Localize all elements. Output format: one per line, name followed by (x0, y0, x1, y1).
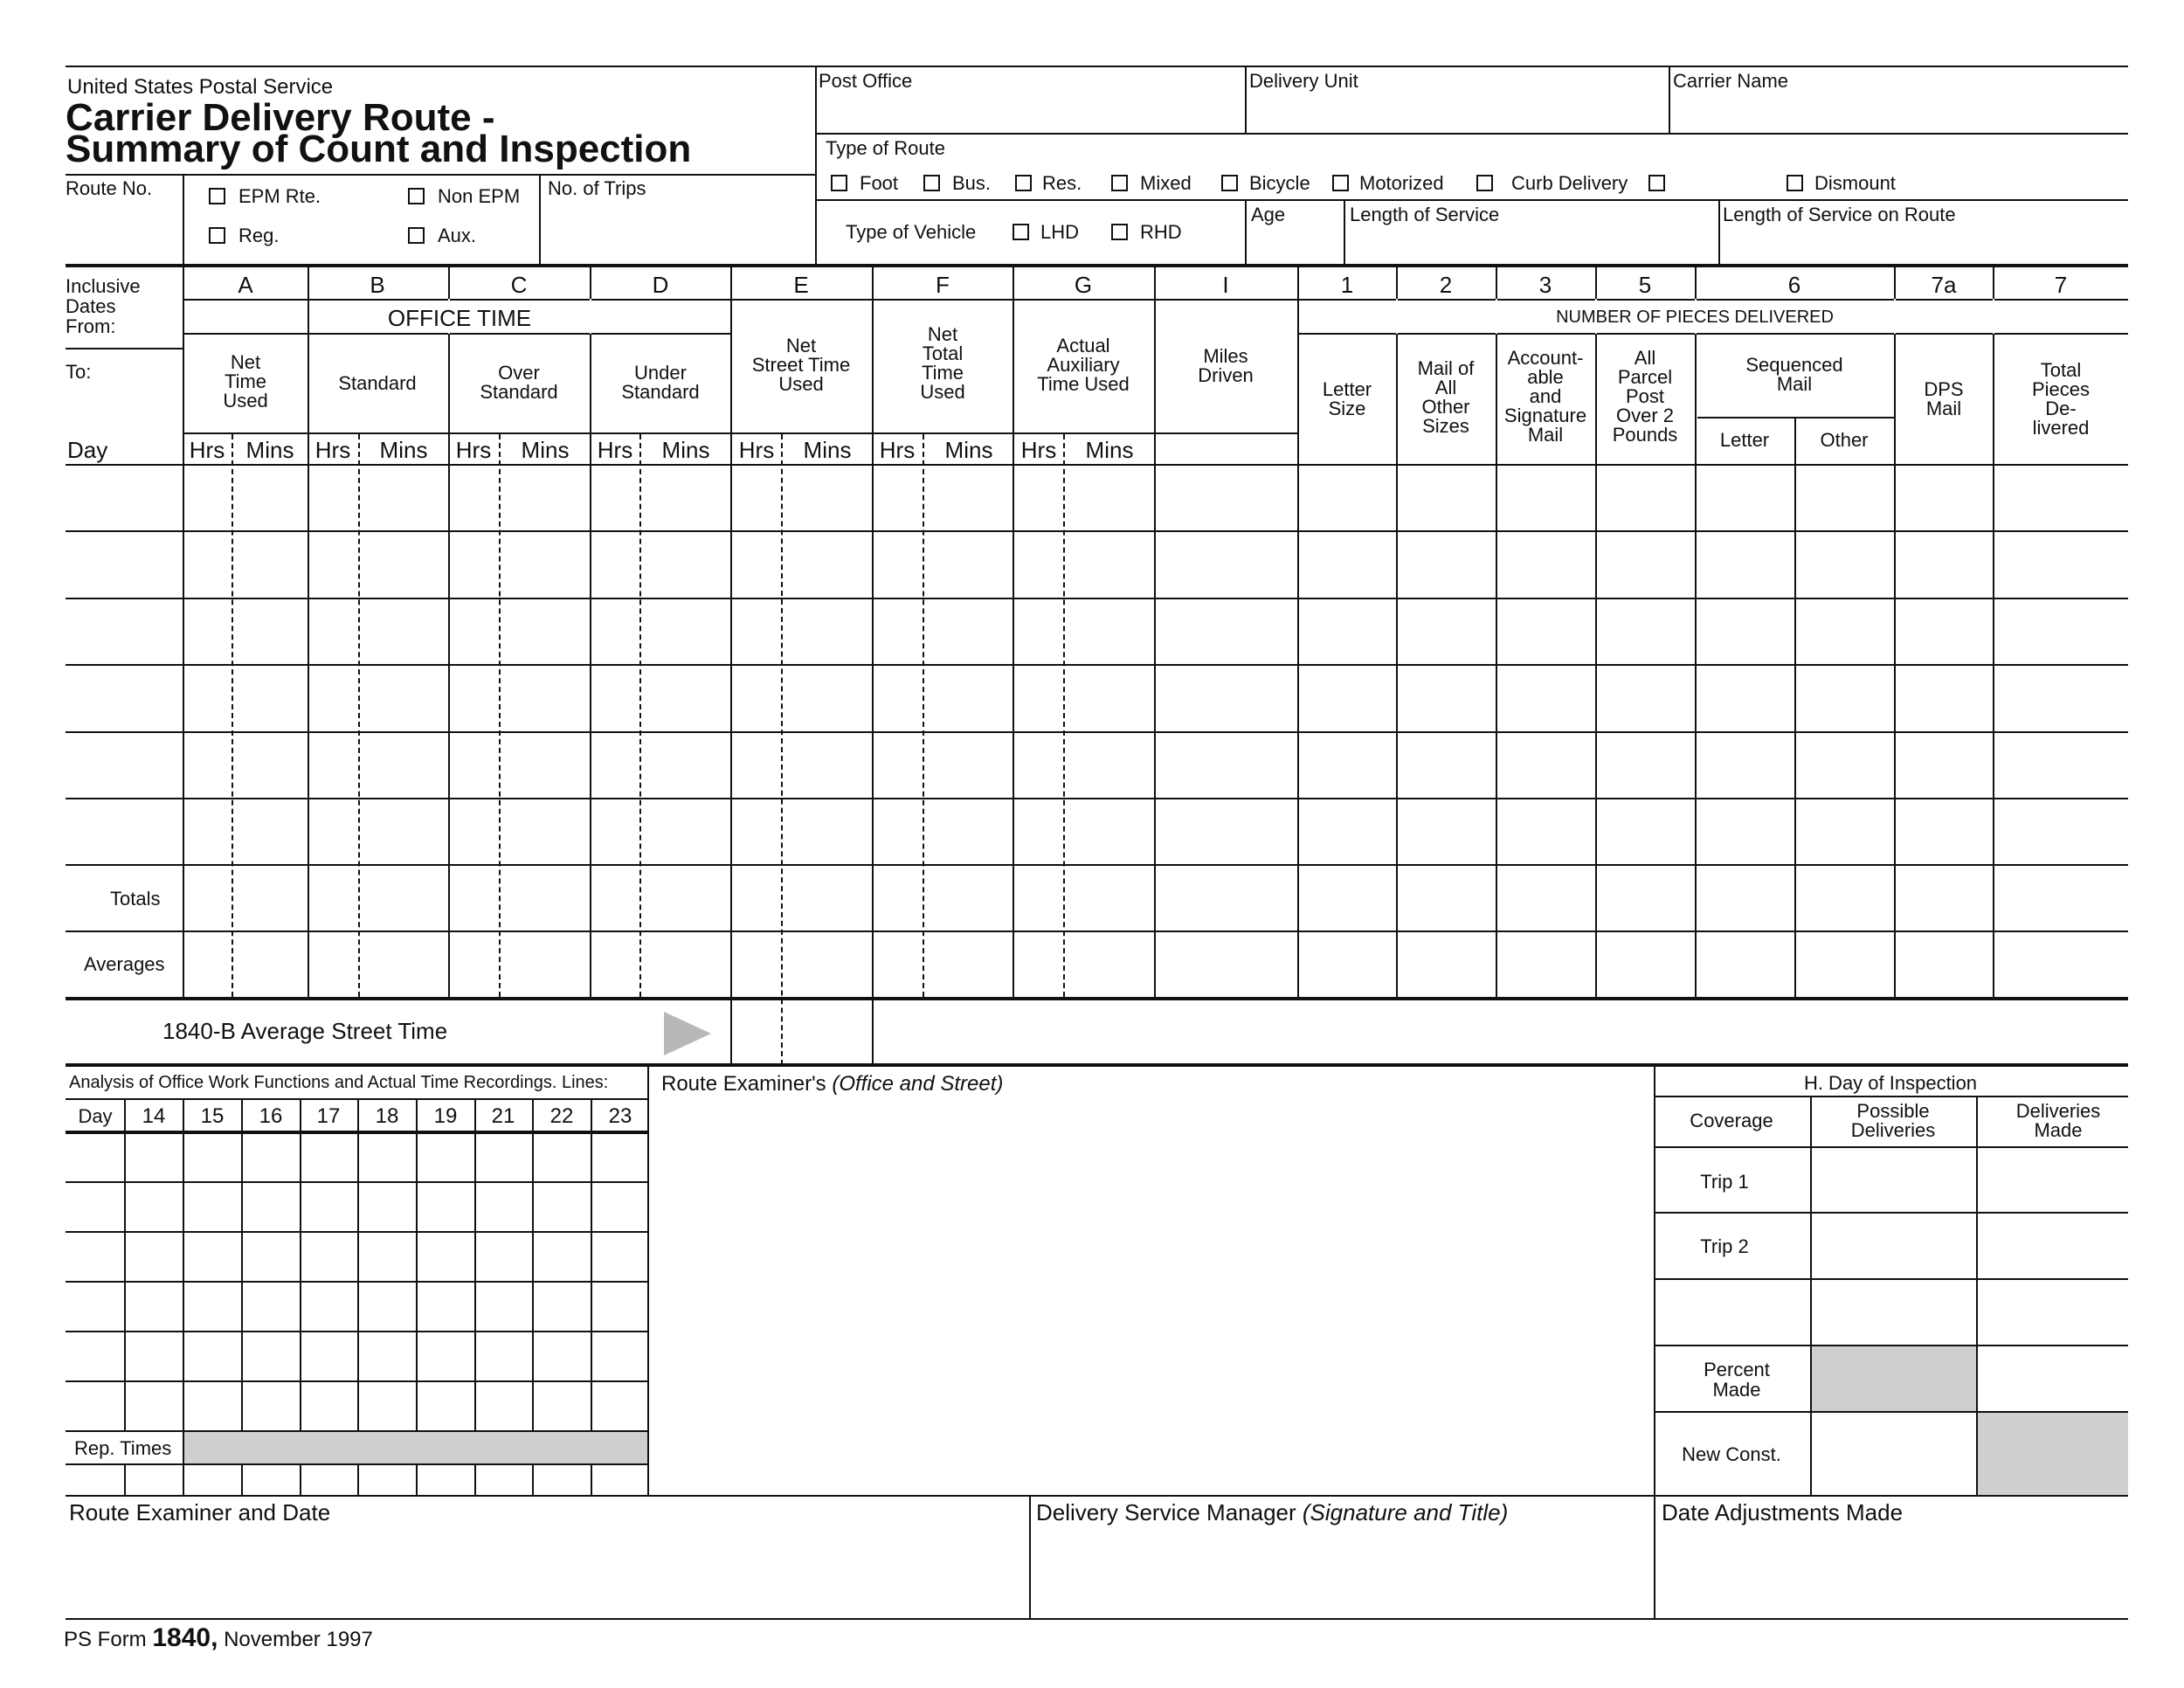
mail-other-4: Sizes (1422, 415, 1469, 437)
inclusive-label: Inclusive (66, 275, 141, 297)
route-examiner-date-label: Route Examiner and Date (69, 1499, 331, 1525)
route-no-label: Route No. (66, 177, 153, 199)
miles-driven-1: Miles (1203, 345, 1248, 367)
carrier-name-field[interactable] (1673, 94, 2123, 129)
route-examiners-label: Route Examiner's (Office and Street) (661, 1072, 1004, 1096)
delivery-unit-field[interactable] (1249, 94, 1660, 129)
hrs-e: Hrs (738, 437, 775, 463)
route-type-bicycle-checkbox[interactable] (1221, 175, 1238, 191)
total-pieces-4: livered (2032, 417, 2090, 439)
col-e: E (793, 272, 809, 298)
hrs-d: Hrs (597, 437, 633, 463)
parcel-post-4: Over 2 (1615, 405, 1675, 426)
col-7: 7 (2054, 272, 2068, 298)
col-i: I (1222, 272, 1229, 298)
letter-size-2: Size (1328, 398, 1366, 419)
route-type-motorized-label: Motorized (1359, 172, 1444, 194)
hrs-a: Hrs (189, 437, 225, 463)
line-22: 22 (549, 1104, 574, 1128)
type-of-vehicle-label: Type of Vehicle (846, 221, 977, 243)
form-title-line2: Summary of Count and Inspection (66, 128, 692, 170)
possible-deliveries-2: Deliveries (1850, 1119, 1936, 1141)
mins-a: Mins (245, 437, 294, 463)
over-standard-1: Over (498, 362, 540, 384)
net-total-time-2: Total (922, 342, 964, 364)
aux-time-3: Time Used (1037, 373, 1130, 395)
mins-g: Mins (1085, 437, 1134, 463)
col-f: F (936, 272, 950, 298)
sequenced-other: Other (1820, 429, 1869, 451)
no-of-trips-field[interactable] (548, 203, 810, 262)
delivery-manager-field[interactable] (1036, 1531, 1648, 1614)
vehicle-rhd-label: RHD (1140, 221, 1182, 243)
net-time-used-2: Time (224, 370, 267, 392)
col-5: 5 (1638, 272, 1652, 298)
delivery-unit-label: Delivery Unit (1249, 70, 1358, 92)
parcel-post-2: Parcel (1617, 366, 1673, 388)
line-18: 18 (375, 1104, 399, 1128)
col-b: B (370, 272, 385, 298)
length-on-route-field[interactable] (1723, 225, 2125, 262)
route-type-res-checkbox[interactable] (1015, 175, 1032, 191)
analysis-day-label: Day (78, 1105, 113, 1127)
deliveries-made-2: Made (2034, 1119, 2083, 1141)
analysis-title: Analysis of Office Work Functions and Actual Time Recordings. Lines: (69, 1073, 609, 1092)
accountable-2: able (1527, 366, 1564, 388)
route-type-mixed-label: Mixed (1140, 172, 1192, 194)
hrs-c: Hrs (455, 437, 492, 463)
standard-head: Standard (338, 372, 417, 394)
type-of-route-label: Type of Route (826, 137, 945, 159)
age-label: Age (1251, 204, 1286, 225)
reg-checkbox[interactable] (209, 227, 225, 244)
form-number: PS Form 1840, November 1997 (64, 1623, 373, 1652)
col-g: G (1074, 272, 1093, 298)
percent-made-2: Made (1712, 1379, 1761, 1401)
day-label: Day (67, 437, 108, 463)
possible-deliveries-1: Possible (1856, 1100, 1930, 1122)
route-type-curb-checkbox[interactable] (1476, 175, 1493, 191)
route-type-dismount-label: Dismount (1814, 172, 1896, 194)
route-type-dismount-checkbox[interactable] (1787, 175, 1803, 191)
line-19: 19 (433, 1104, 458, 1128)
col-2: 2 (1439, 272, 1453, 298)
deliveries-made-1: Deliveries (2015, 1100, 2101, 1122)
letter-size-1: Letter (1322, 378, 1372, 400)
route-type-motorized-checkbox[interactable] (1332, 175, 1349, 191)
aux-label: Aux. (438, 225, 477, 246)
route-examiner-date-field[interactable] (69, 1531, 1021, 1614)
route-type-foot-label: Foot (860, 172, 899, 194)
line-23: 23 (608, 1104, 632, 1128)
miles-driven-2: Driven (1198, 364, 1254, 386)
under-standard-1: Under (634, 362, 687, 384)
reg-label: Reg. (238, 225, 280, 246)
dps-mail-1: DPS (1924, 378, 1964, 400)
rep-times-shaded (184, 1432, 647, 1463)
route-type-bus-label: Bus. (952, 172, 992, 194)
to-label: To: (66, 361, 92, 383)
post-office-field[interactable] (819, 94, 1238, 129)
hrs-f: Hrs (879, 437, 916, 463)
col-3: 3 (1538, 272, 1552, 298)
accountable-5: Mail (1527, 424, 1564, 446)
vehicle-lhd-label: LHD (1040, 221, 1080, 243)
arrow-right-icon (664, 1012, 713, 1055)
form-title-line1: Carrier Delivery Route - (66, 96, 495, 139)
line-14: 14 (142, 1104, 166, 1128)
date-adjustments-field[interactable] (1662, 1531, 2125, 1614)
net-time-used-1: Net (230, 351, 261, 373)
line-21: 21 (491, 1104, 515, 1128)
avg-street-time-field[interactable] (732, 1002, 872, 1063)
total-pieces-3: De- (2045, 398, 2077, 419)
office-time-header: OFFICE TIME (387, 305, 532, 331)
percent-possible-shaded (1812, 1346, 1976, 1411)
net-time-used-3: Used (223, 390, 268, 412)
new-const-made-shaded (1978, 1413, 2128, 1496)
parcel-post-3: Post (1625, 385, 1665, 407)
route-type-curb-label: Curb Delivery (1511, 172, 1628, 194)
aux-checkbox[interactable] (408, 227, 425, 244)
line-17: 17 (316, 1104, 341, 1128)
delivery-manager-label: Delivery Service Manager (Signature and Title) (1036, 1499, 1509, 1525)
accountable-4: Signature (1503, 405, 1587, 426)
net-street-time-2: Street Time (751, 354, 851, 376)
route-examiners-notes[interactable] (661, 1103, 1648, 1491)
pieces-delivered-header: NUMBER OF PIECES DELIVERED (1556, 308, 1834, 327)
total-pieces-1: Total (2040, 359, 2082, 381)
mins-d: Mins (661, 437, 710, 463)
col-6: 6 (1787, 272, 1801, 298)
parcel-post-1: All (1634, 347, 1656, 369)
from-label: From: (66, 315, 116, 337)
mins-e: Mins (803, 437, 852, 463)
daily-count-entry-grid[interactable] (184, 466, 2127, 996)
net-total-time-3: Time (921, 362, 964, 384)
line-15: 15 (200, 1104, 225, 1128)
agency-name: United States Postal Service (67, 75, 334, 99)
mins-c: Mins (521, 437, 570, 463)
sequenced-mail-2: Mail (1776, 373, 1813, 395)
mail-other-2: All (1434, 377, 1457, 398)
route-type-foot-checkbox[interactable] (831, 175, 847, 191)
net-street-time-1: Net (785, 335, 817, 356)
route-type-mixed-checkbox[interactable] (1111, 175, 1128, 191)
route-type-bicycle-label: Bicycle (1249, 172, 1310, 194)
length-of-service-field[interactable] (1350, 225, 1712, 262)
epm-rte-label: EPM Rte. (238, 185, 321, 207)
length-on-route-label: Length of Service on Route (1723, 204, 1956, 225)
over-standard-2: Standard (480, 381, 558, 403)
totals-label: Totals (110, 888, 161, 910)
trip-2-label: Trip 2 (1700, 1235, 1749, 1257)
new-const-label: New Const. (1682, 1443, 1781, 1465)
accountable-1: Account- (1507, 347, 1584, 369)
analysis-entry-grid[interactable] (67, 1134, 646, 1429)
rep-times-label: Rep. Times (74, 1437, 172, 1459)
aux-time-2: Auxiliary (1047, 354, 1120, 376)
dates-label: Dates (66, 295, 116, 317)
route-type-other-checkbox[interactable] (1648, 175, 1665, 191)
mail-other-1: Mail of (1417, 357, 1475, 379)
non-epm-label: Non EPM (438, 185, 521, 207)
averages-label: Averages (84, 953, 165, 975)
total-pieces-2: Pieces (2031, 378, 2091, 400)
coverage-label: Coverage (1690, 1110, 1773, 1131)
hrs-b: Hrs (314, 437, 351, 463)
net-street-time-3: Used (778, 373, 824, 395)
hrs-g: Hrs (1020, 437, 1057, 463)
day-of-inspection-title: H. Day of Inspection (1803, 1072, 1978, 1094)
mail-other-3: Other (1421, 396, 1470, 418)
parcel-post-5: Pounds (1612, 424, 1678, 446)
col-1: 1 (1340, 272, 1354, 298)
age-field[interactable] (1249, 225, 1337, 262)
under-standard-2: Standard (621, 381, 700, 403)
dps-mail-2: Mail (1925, 398, 1962, 419)
carrier-name-label: Carrier Name (1673, 70, 1789, 92)
vehicle-lhd-checkbox[interactable] (1013, 224, 1029, 240)
mins-f: Mins (944, 437, 993, 463)
net-total-time-1: Net (927, 323, 958, 345)
epm-rte-checkbox[interactable] (209, 188, 225, 204)
length-of-service-label: Length of Service (1350, 204, 1500, 225)
vehicle-rhd-checkbox[interactable] (1111, 224, 1128, 240)
sequenced-mail-1: Sequenced (1745, 354, 1843, 376)
sequenced-letter: Letter (1719, 429, 1770, 451)
avg-street-time-label: 1840-B Average Street Time (162, 1018, 448, 1044)
post-office-label: Post Office (819, 70, 913, 92)
route-type-res-label: Res. (1042, 172, 1082, 194)
accountable-3: and (1529, 385, 1562, 407)
net-total-time-4: Used (920, 381, 965, 403)
col-a: A (238, 272, 253, 298)
date-adjustments-label: Date Adjustments Made (1662, 1499, 1904, 1525)
route-type-bus-checkbox[interactable] (923, 175, 940, 191)
col-c: C (510, 272, 528, 298)
line-16: 16 (259, 1104, 283, 1128)
col-7a: 7a (1931, 272, 1957, 298)
no-of-trips-label: No. of Trips (548, 177, 646, 199)
inspection-entry-grid[interactable] (1812, 1148, 2126, 1345)
percent-made-1: Percent (1704, 1359, 1770, 1380)
trip-1-label: Trip 1 (1700, 1171, 1749, 1193)
col-d: D (652, 272, 669, 298)
mins-b: Mins (379, 437, 428, 463)
aux-time-1: Actual (1056, 335, 1110, 356)
non-epm-checkbox[interactable] (408, 188, 425, 204)
